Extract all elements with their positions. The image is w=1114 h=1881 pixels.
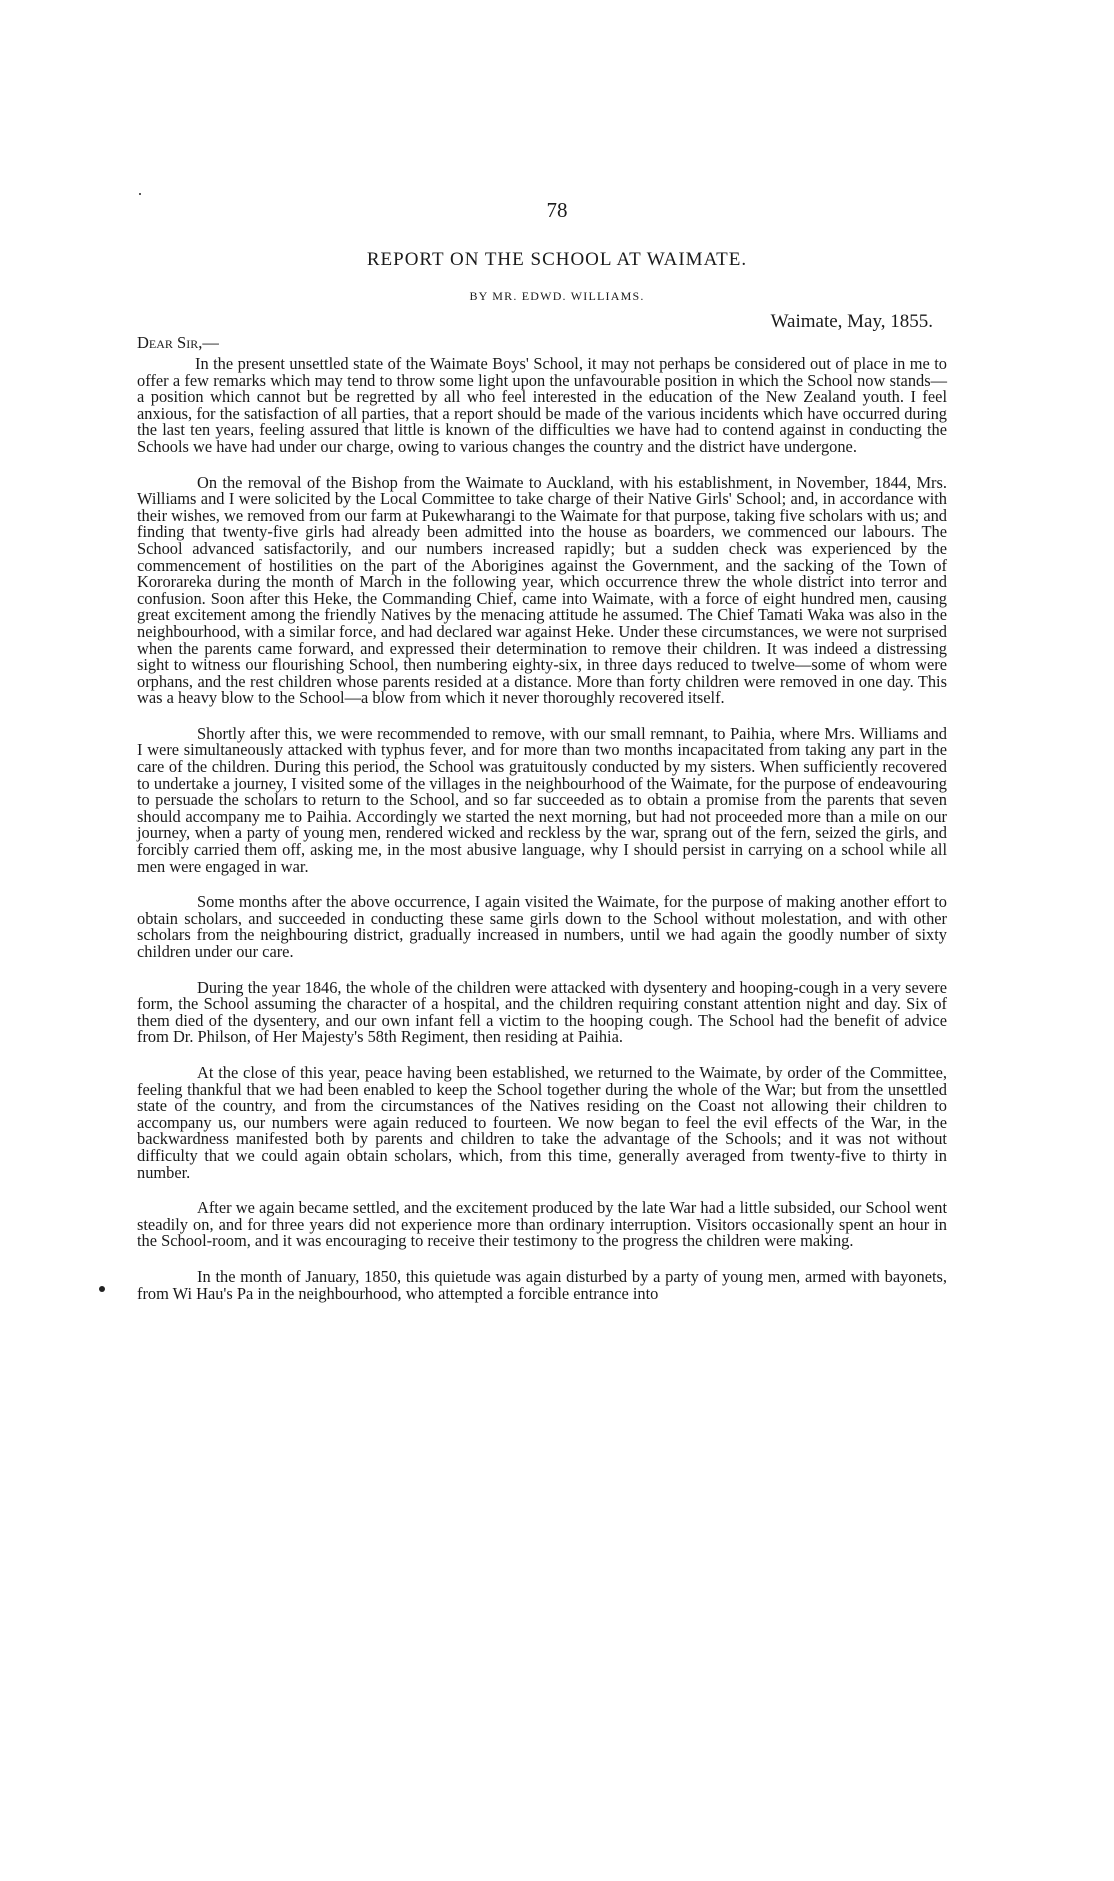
report-body	[137, 356, 947, 1321]
paragraph: Shortly after this, we were recommended to remove, with our small remnant, to Paihia, where Mrs. Williams and I were simultaneously attacked with typhus fever, and for more than two months incapacitated from taking any part in the care of the children. During this period, the School was gratuitously conducted by my sisters. When sufficiently recovered to undertake a journey, I visited some of the villages in the neighbourhood of the Waimate, for the purpose of endeavouring to persuade the scholars to return to the School, and so far succeeded as to obtain a promise from the parents that seven should accompany me to Paihia. Accordingly we started the next morning, but had not proceeded more than a mile on our journey, when a party of young men, rendered wicked and reckless by the war, sprang out of the fern, seized the girls, and forcibly carried them off, asking me, in the most abusive language, why I should persist in carrying on a school while all men were engaged in war.	[137, 723, 947, 876]
paragraph: At the close of this year, peace having been established, we returned to the Waimate, by order of the Committee, feeling thankful that we had been enabled to keep the School together during the whole of the War; but from the unsettled state of the country, and from the circumstances of the Natives residing on the Coast not allowing their children to accompany us, our numbers were again reduced to fourteen. We now began to feel the evil effects of the War, in the backwardness manifested both by parents and children to take the advantage of the Schools; and it was not without difficulty that we could again obtain scholars, which, from this time, generally averaged from twenty-five to thirty in number.	[137, 1062, 947, 1182]
page-number: 78	[546, 198, 568, 222]
salutation: Dear Sir,—	[137, 333, 219, 352]
ink-speck	[99, 1286, 105, 1292]
paragraph: Some months after the above occurrence, I again visited the Waimate, for the purpose of making another effort to obtain scholars, and succeeded in conducting these same girls down to the School without molestation, and with other scholars from the neighbouring district, gradually increased in numbers, until we had again the goodly number of sixty children under our care.	[137, 892, 947, 961]
paragraph: On the removal of the Bishop from the Waimate to Auckland, with his establishment, in November, 1844, Mrs. Williams and I were solicited by the Local Committee to take charge of their Native Girls' School; and, in accordance with their wishes, we removed from our farm at Pukewharangi to the Waimate for that purpose, taking five scholars with us; and finding that twenty-five girls had already been admitted into the house as boarders, we commenced our labours. The School advanced satisfactorily, and our numbers increased rapidly; but a sudden check was experienced by the commencement of hostilities on the part of the Aborigines against the Government, and the sacking of the Town of Kororareka during the month of March in the following year, which occurrence threw the whole district into terror and confusion. Soon after this Heke, the Commanding Chief, came into Waimate, with a force of eight hundred men, causing great excitement among the friendly Natives by the menacing attitude he assumed. The Chief Tamati Waka was also in the neighbourhood, with a similar force, and had declared war against Heke. Under these circumstances, we were not surprised when the parents came forward, and expressed their determination to remove their children. It was indeed a distressing sight to witness our flourishing School, then numbering eighty-six, in three days reduced to twelve—some of whom were orphans, and the rest children whose parents resided at a distance. More than forty children were removed in one day. This was a heavy blow to the School—a blow from which it never thoroughly recovered itself.	[137, 472, 947, 708]
paragraph: After we again became settled, and the excitement produced by the late War had a little subsided, our School went steadily on, and for three years did not experience more than ordinary interruption. Visitors occasionally spent an hour in the School-room, and it was encouraging to receive their testimony to the progress the children were making.	[137, 1198, 947, 1251]
byline: BY MR. EDWD. WILLIAMS.	[469, 289, 645, 303]
paragraph: In the month of January, 1850, this quietude was again disturbed by a party of young men, armed with bayonets, from Wi Hau's Pa in the neighbourhood, who attempted a forcible entrance into	[137, 1266, 947, 1303]
report-title: REPORT ON THE SCHOOL AT WAIMATE.	[366, 249, 748, 270]
dateline: Waimate, May, 1855.	[770, 311, 933, 332]
ink-speck	[139, 193, 141, 195]
paragraph: In the present unsettled state of the Waimate Boys' School, it may not perhaps be considered out of place in me to offer a few remarks which may tend to throw some light upon the unfavourable position in which the School now stands—a position which cannot but be regretted by all who feel interested in the education of the New Zealand youth. I feel anxious, for the satisfaction of all parties, that a report should be made of the various incidents which have occurred during the last ten years, feeling assured that little is known of the difficulties we have had to contend against in conducting the Schools we have had under our charge, owing to various changes the country and the district have undergone.	[137, 354, 947, 456]
paragraph: During the year 1846, the whole of the children were attacked with dysentery and hooping-cough in a very severe form, the School assuming the character of a hospital, and the children requiring constant attention night and day. Six of them died of the dysentery, and our own infant fell a victim to the hooping cough. The School had the benefit of advice from Dr. Philson, of Her Majesty's 58th Regiment, then residing at Paihia.	[137, 977, 947, 1047]
